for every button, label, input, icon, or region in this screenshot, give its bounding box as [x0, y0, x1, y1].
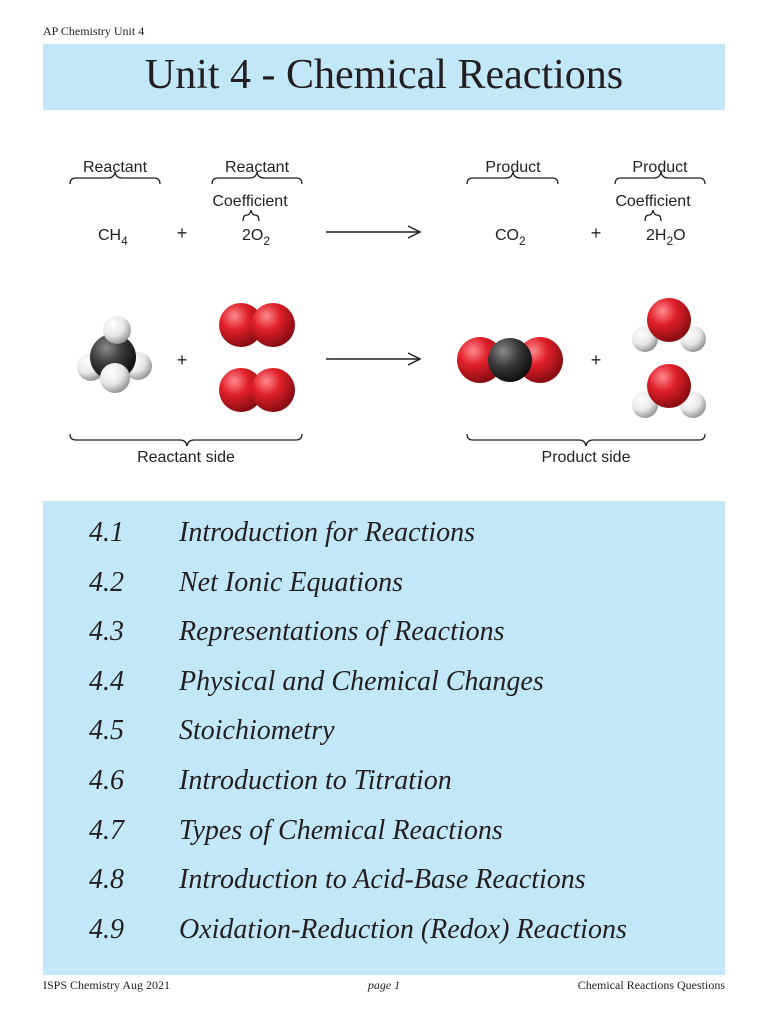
brace-coefficient-2 — [645, 210, 661, 221]
brace-product-side — [467, 434, 705, 446]
toc-item-number: 4.5 — [89, 715, 124, 746]
formula-h2o: $2H_2O$ — [646, 227, 686, 248]
brace-coefficient-1 — [243, 210, 259, 221]
toc-item-number: 4.6 — [89, 765, 124, 796]
label-reactant-2: Reactant — [224, 159, 290, 176]
reaction-arrow — [326, 353, 420, 365]
toc-item-title: Types of Chemical Reactions — [179, 815, 503, 846]
toc-item-number: 4.1 — [89, 517, 124, 548]
label-coefficient-1: Coefficient — [212, 193, 288, 210]
plus-sign: + — [590, 223, 602, 243]
formula-co2: $CO_2$ — [495, 227, 526, 248]
water-molecule — [632, 364, 706, 418]
oxygen-molecule — [219, 303, 295, 347]
label-product-2: Product — [632, 159, 688, 176]
label-coefficient-2: Coefficient — [615, 193, 691, 210]
footer-left-text: ISPS Chemistry Aug 2021 — [43, 978, 171, 992]
toc-item-number: 4.7 — [89, 815, 124, 846]
water-molecule — [632, 298, 706, 352]
toc-item-number: 4.3 — [89, 616, 124, 647]
toc-item-title: Introduction to Titration — [179, 765, 452, 796]
label-reactant-1: Reactant — [82, 159, 148, 176]
table-of-contents — [43, 501, 725, 975]
methane-molecule — [77, 316, 152, 393]
plus-sign: + — [176, 350, 188, 370]
plus-sign: + — [176, 223, 188, 243]
carbon-dioxide-molecule — [457, 337, 563, 383]
toc-item-title: Stoichiometry — [179, 715, 335, 746]
toc-item-title: Introduction for Reactions — [179, 517, 476, 548]
page-number: page 1 — [367, 978, 401, 992]
running-header: AP Chemistry Unit 4 — [43, 24, 145, 38]
toc-item-title: Representations of Reactions — [179, 616, 505, 647]
oxygen-molecule — [219, 368, 295, 412]
toc-item-number: 4.8 — [89, 864, 124, 895]
toc-item-title: Introduction to Acid-Base Reactions — [179, 864, 586, 895]
brace-reactant-side — [70, 434, 302, 446]
label-reactant-side: Reactant side — [137, 449, 235, 466]
formula-o2: $2O_2$ — [242, 227, 271, 248]
label-product-1: Product — [485, 159, 541, 176]
toc-item-number: 4.4 — [89, 666, 124, 697]
toc-item-title: Physical and Chemical Changes — [179, 666, 544, 697]
toc-item-title: Oxidation-Reduction (Redox) Reactions — [179, 914, 627, 945]
label-product-side: Product side — [541, 449, 631, 466]
toc-item-title: Net Ionic Equations — [179, 567, 403, 598]
formula-ch4: $CH_4$ — [98, 227, 128, 248]
footer-right-text: Chemical Reactions Questions — [577, 978, 725, 992]
reaction-diagram — [0, 120, 768, 470]
page-title: Unit 4 - Chemical Reactions — [144, 52, 624, 98]
plus-sign: + — [590, 350, 602, 370]
toc-item-number: 4.9 — [89, 914, 124, 945]
reaction-arrow — [326, 226, 420, 238]
title-band — [43, 44, 725, 110]
toc-item-number: 4.2 — [89, 567, 124, 598]
